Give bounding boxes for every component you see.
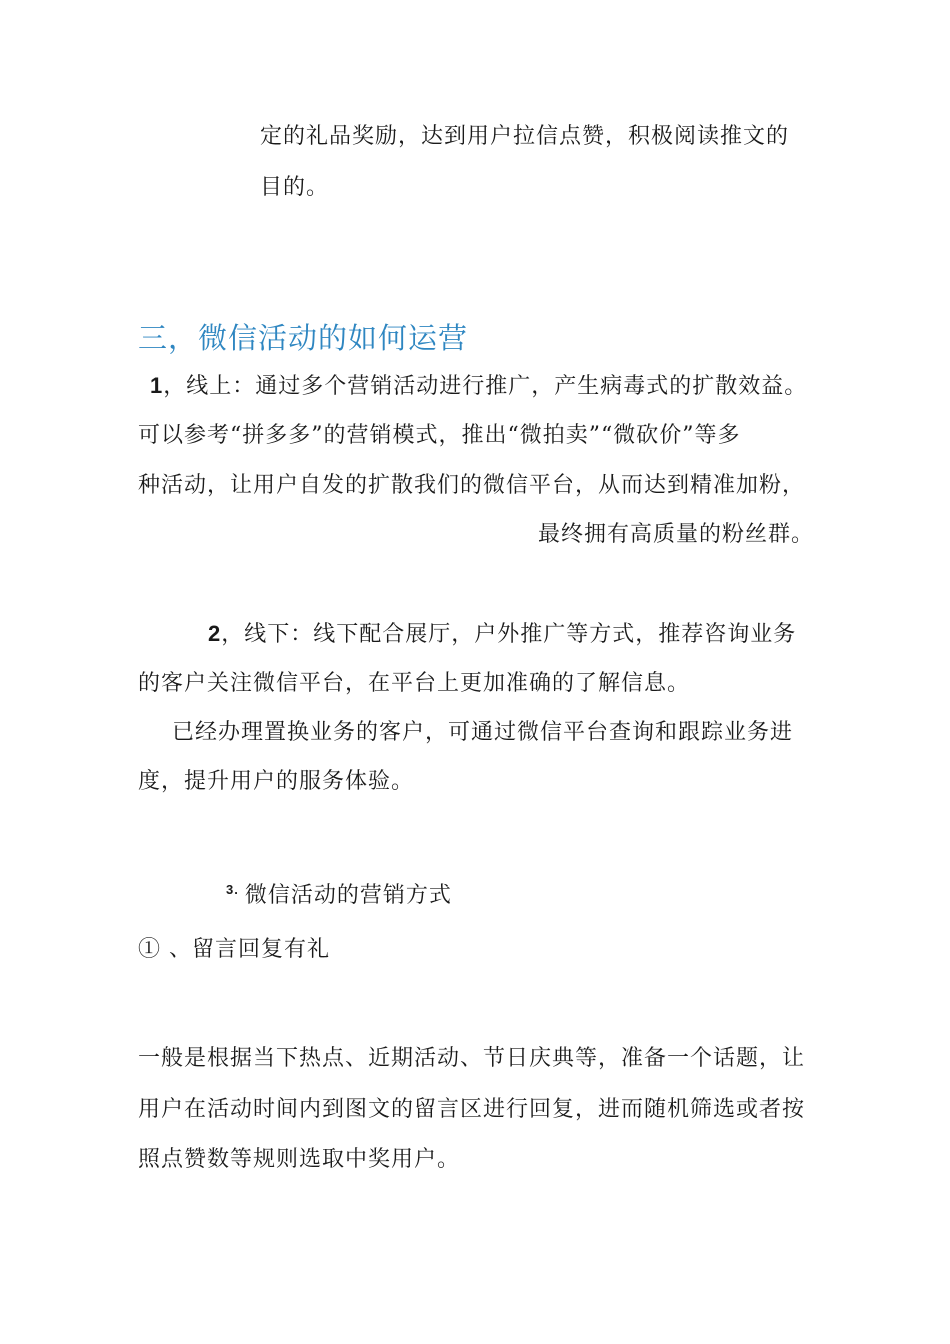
item1-line-4: 最终拥有高质量的粉丝群。 (538, 522, 815, 547)
item3-line (226, 876, 452, 910)
intro-line-2: 目的。 (260, 175, 330, 200)
item2-line-3: 已经办理置换业务的客户，可通过微信平台查询和跟踪业务进 (172, 720, 794, 745)
item1-line-2: 可以参考“拼多多”的营销模式，推出“微拍卖”“微砍价”等多 (138, 423, 741, 448)
sub1-line-3: 照点赞数等规则选取中奖用户。 (138, 1147, 461, 1172)
sub1-line-1: 一般是根据当下热点、近期活动、节日庆典等，准备一个话题，让 (138, 1046, 806, 1071)
item1-number: 1 (150, 373, 164, 398)
item3-number: 3. (226, 882, 239, 897)
item2-line-2: 的客户关注微信平台，在平台上更加准确的了解信息。 (138, 671, 691, 696)
sub1-line-2: 用户在活动时间内到图文的留言区进行回复，进而随机筛选或者按 (138, 1097, 806, 1122)
item1-line-1 (150, 372, 807, 401)
item1-line-3: 种活动，让用户自发的扩散我们的微信平台，从而达到精准加粉， (138, 473, 806, 498)
item1-text: ，线上：通过多个营销活动进行推广，产生病毒式的扩散效益。 (163, 374, 808, 399)
section-heading: 三，微信活动的如何运营 (138, 321, 469, 355)
item2-text: ，线下：线下配合展厅，户外推广等方式，推荐咨询业务 (221, 622, 797, 647)
item2-line-1 (208, 620, 796, 649)
sub1-label: ① 、留言回复有礼 (138, 937, 330, 962)
item3-title: 微信活动的营销方式 (244, 883, 452, 908)
item2-number: 2 (208, 621, 222, 646)
item2-line-4: 度，提升用户的服务体验。 (138, 769, 415, 794)
intro-line-1: 定的礼品奖励，达到用户拉信点赞，积极阅读推文的 (260, 124, 790, 149)
